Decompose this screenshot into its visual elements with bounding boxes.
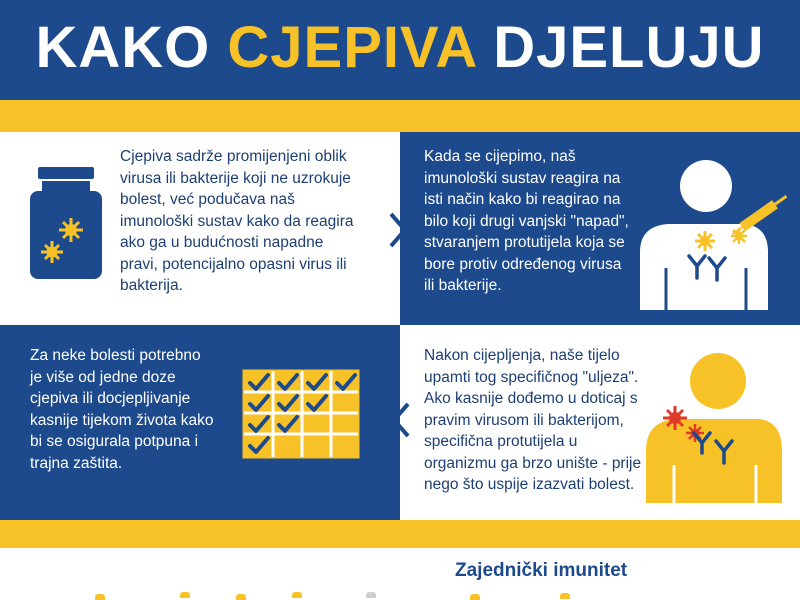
person-icon xyxy=(470,594,480,600)
person-icon xyxy=(366,592,376,598)
panel-booster-doses xyxy=(0,325,400,520)
person-icon xyxy=(292,592,302,598)
person-icon xyxy=(95,594,105,600)
panel-vaccine-content xyxy=(0,132,400,325)
person-icon xyxy=(180,592,190,598)
chevron-right-icon xyxy=(387,210,409,250)
chevron-left-icon xyxy=(390,400,412,440)
person-icon xyxy=(636,343,786,503)
title-part-3: DJELUJU xyxy=(476,15,765,80)
antibody-icon xyxy=(685,248,729,284)
panel-1-text: Cjepiva sadrže promijenjeni oblik virusa ili bakterije koji ne uzrokuje bolest, već podučava naš imunološki sustav kako da reagira ako ga u budućnosti napadne pravi, potencijalno opasni virus ili bakterija. xyxy=(120,148,354,294)
panel-3-text: Za neke bolesti potrebno je više od jedne doze cjepiva ili docjepljivanje kasnije tijekom života kako bi se osigurala potpuna i trajna zaštita. xyxy=(30,347,214,472)
footer-heading: Zajednički imunitet xyxy=(455,560,628,581)
header-banner xyxy=(0,0,800,100)
person-icon xyxy=(560,593,570,599)
antibody-icon xyxy=(690,427,740,467)
page-title xyxy=(0,14,800,81)
title-part-1: KAKO xyxy=(35,15,228,80)
panel-4-text: Nakon cijepljenja, naše tijelo upamti tog specifičnog "uljeza". Ako kasnije dođemo u doticaj s pravim virusom ili bakterijom, specifična protutijela u organizmu ga brzo unište - prije nego što uspije izazvati bolest. xyxy=(424,347,642,493)
virus-icon xyxy=(40,240,64,264)
yellow-band-top xyxy=(0,100,800,132)
virus-icon xyxy=(730,227,748,245)
checklist-icon xyxy=(242,369,360,459)
footer-section xyxy=(0,548,800,600)
panel-2-text: Kada se cijepimo, naš imunološki sustav reagira na isti način kako bi reagirao na bilo koji drugi vanjski "napad", stvaranjem protutijela koja se bore protiv određenog virusa ili bakterije. xyxy=(424,148,629,294)
panel-immune-memory xyxy=(400,325,800,520)
panel-immune-response xyxy=(400,132,800,325)
person-icon xyxy=(236,594,246,600)
yellow-band-bottom xyxy=(0,520,800,548)
title-part-2-highlight: CJEPIVA xyxy=(227,15,477,80)
